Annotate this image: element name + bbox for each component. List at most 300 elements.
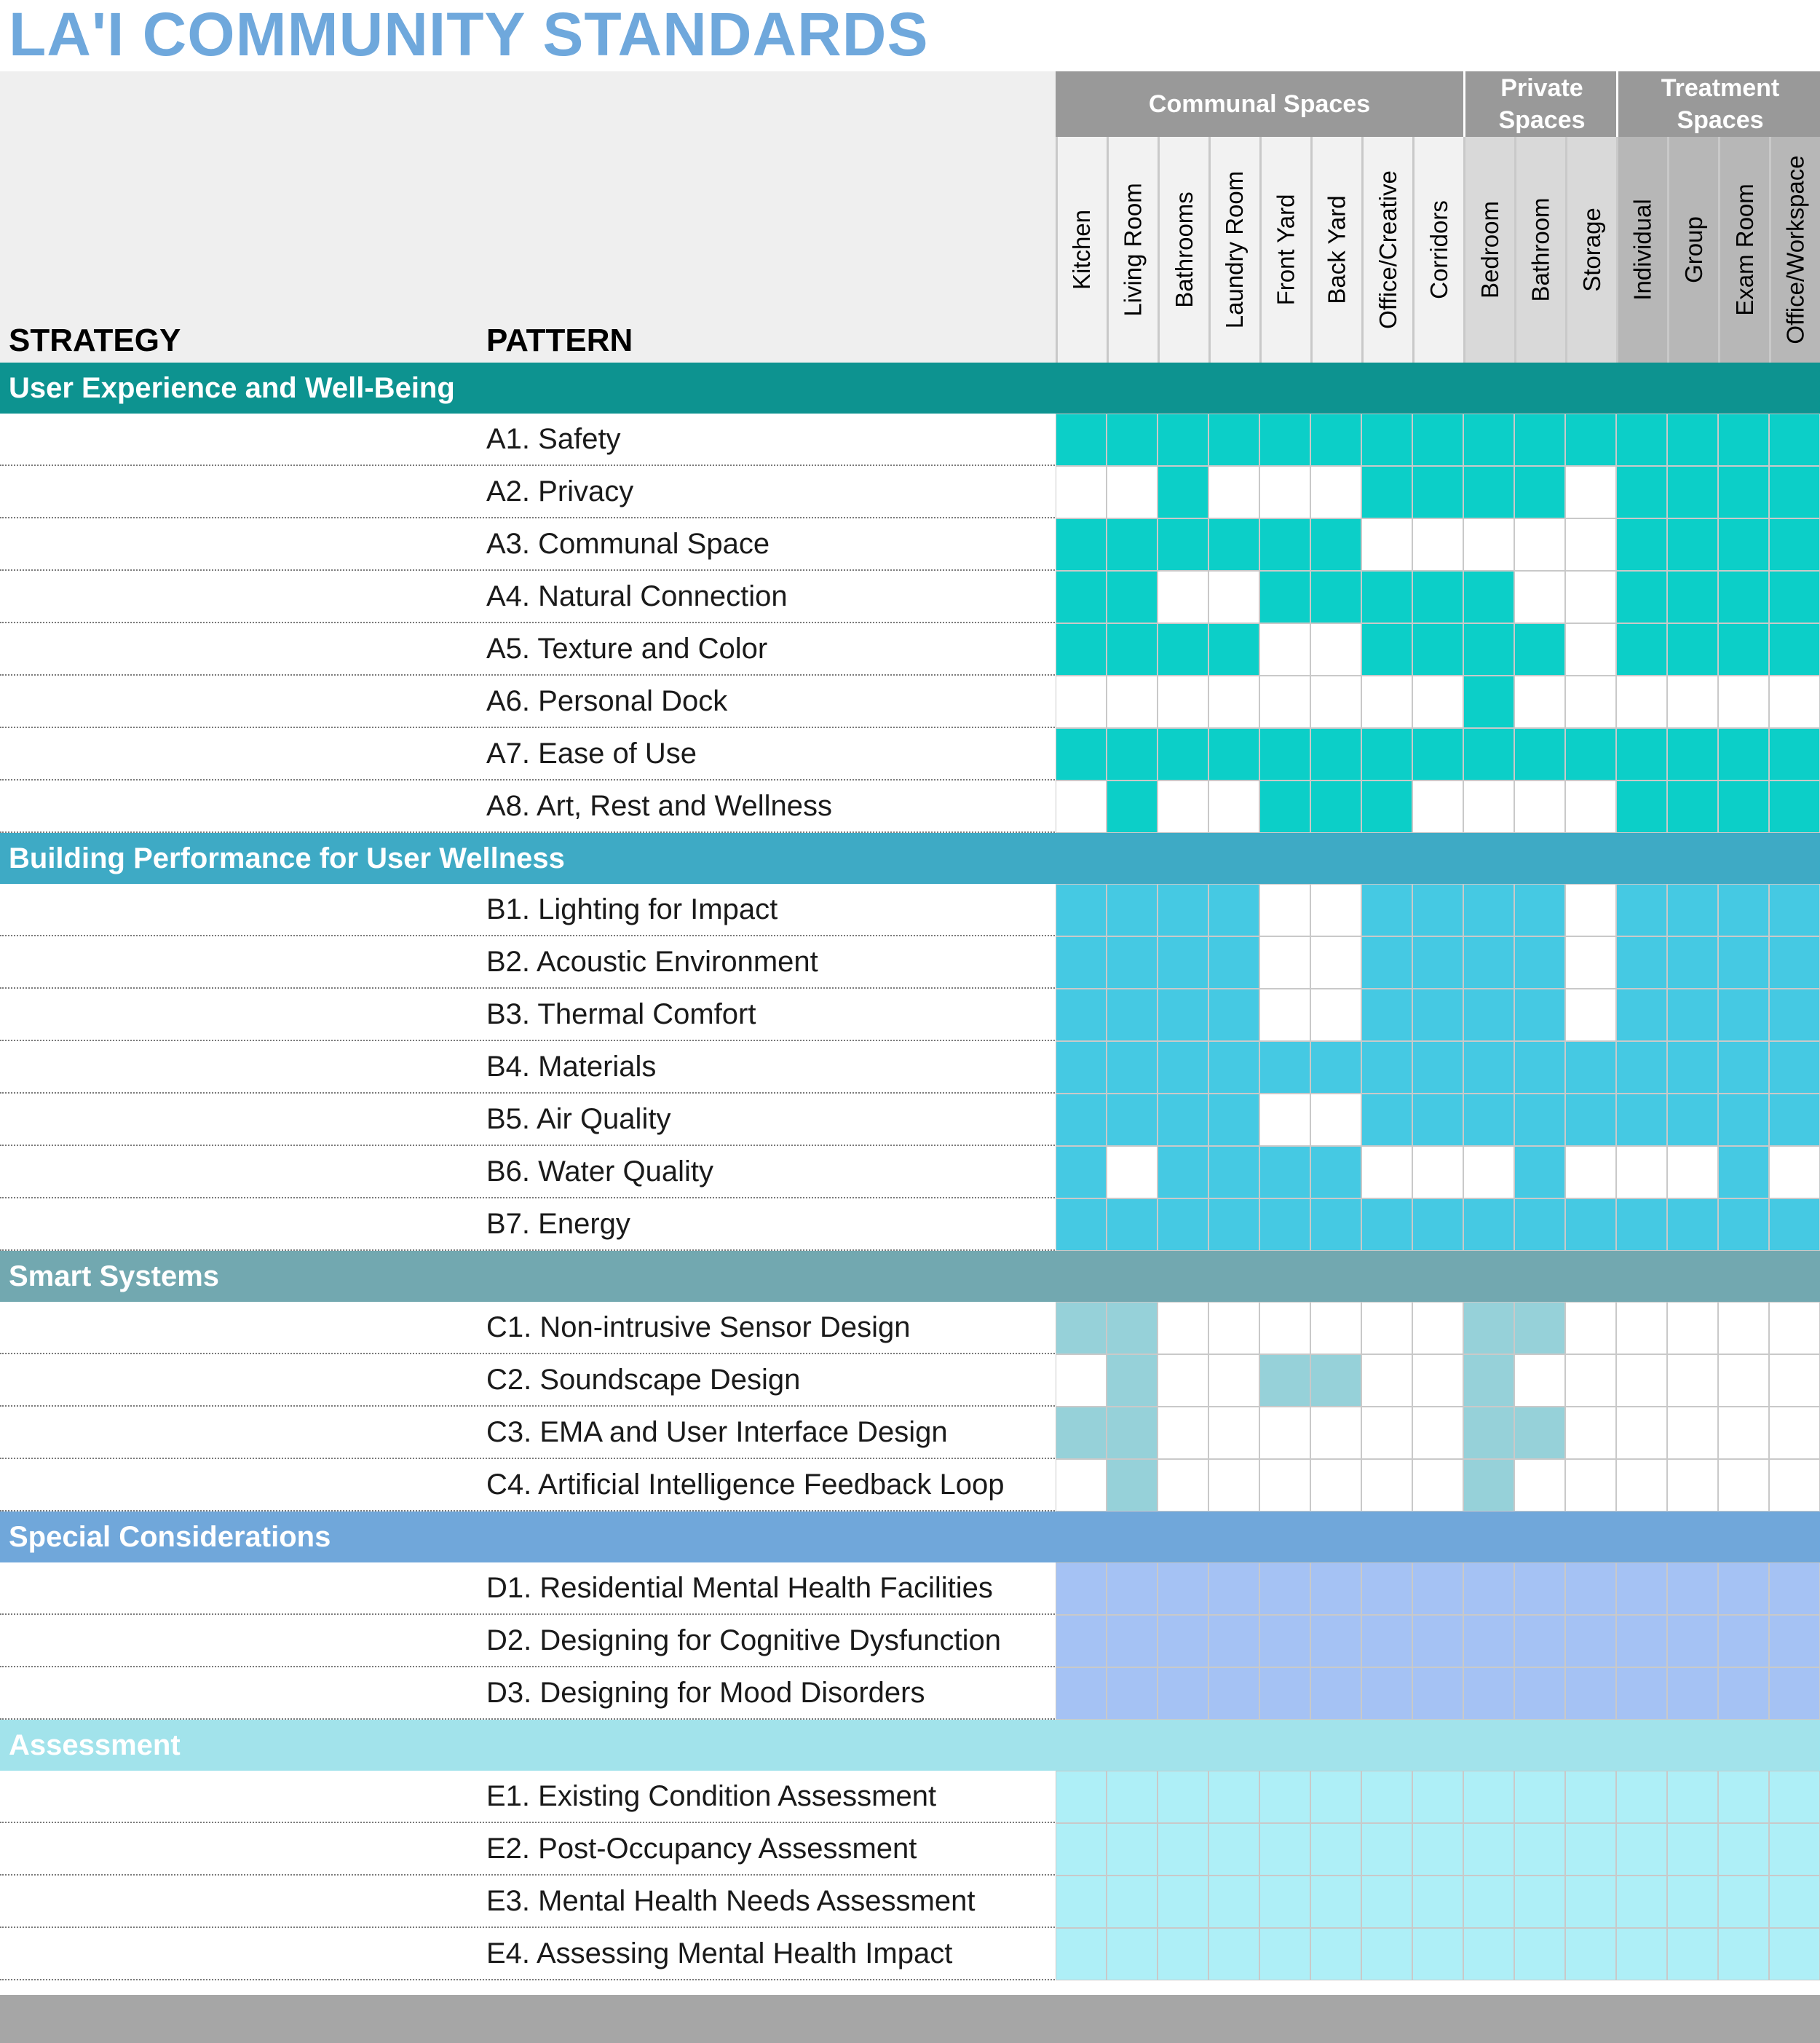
column-header-office-workspace (1769, 137, 1820, 363)
matrix-cell-empty (1259, 1407, 1310, 1459)
matrix-cell-filled (1056, 518, 1107, 571)
matrix-cell-filled (1514, 1146, 1565, 1198)
matrix-cell-filled (1107, 571, 1158, 623)
matrix-cell-filled (1208, 1094, 1259, 1146)
matrix-cell-filled (1769, 518, 1820, 571)
matrix-cell-filled (1616, 1823, 1667, 1876)
matrix-cell-filled (1667, 884, 1718, 936)
matrix-cell-filled (1514, 728, 1565, 781)
matrix-cell-empty (1158, 781, 1208, 833)
matrix-cell-filled (1056, 623, 1107, 676)
matrix-cell-filled (1718, 571, 1769, 623)
matrix-cell-filled (1259, 1928, 1310, 1980)
matrix-cell-filled (1769, 1771, 1820, 1823)
matrix-cell-filled (1107, 1302, 1158, 1354)
matrix-cell-empty (1310, 884, 1361, 936)
matrix-cell-filled (1259, 1041, 1310, 1094)
matrix-cell-filled (1158, 1667, 1208, 1720)
matrix-cell-filled (1361, 1823, 1412, 1876)
matrix-cell-filled (1667, 414, 1718, 466)
matrix-cell-filled (1718, 989, 1769, 1041)
matrix-cell-empty (1718, 1459, 1769, 1511)
matrix-cell-empty (1769, 676, 1820, 728)
column-header-label: Living Room (1119, 183, 1147, 317)
column-header-corridors (1412, 137, 1463, 363)
matrix-cell-empty (1310, 676, 1361, 728)
matrix-cell-empty (1667, 1146, 1718, 1198)
matrix-cell-filled (1412, 1094, 1463, 1146)
column-header-front-yard (1259, 137, 1310, 363)
column-header-group (1667, 137, 1718, 363)
matrix-cell-filled (1514, 1302, 1565, 1354)
matrix-cell-filled (1310, 1771, 1361, 1823)
matrix-cell-filled (1718, 1094, 1769, 1146)
pattern-label: E2. Post-Occupancy Assessment (486, 1832, 917, 1865)
matrix-cell-filled (1158, 1562, 1208, 1615)
matrix-cell-empty (1514, 1459, 1565, 1511)
matrix-cell-filled (1514, 1771, 1565, 1823)
pattern-label: E4. Assessing Mental Health Impact (486, 1937, 953, 1969)
section-header-assessment: Assessment (0, 1720, 1820, 1771)
matrix-cell-empty (1667, 676, 1718, 728)
matrix-cell-filled (1463, 1407, 1514, 1459)
matrix-cell-filled (1667, 1562, 1718, 1615)
matrix-cell-filled (1463, 1615, 1514, 1667)
pattern-label: B7. Energy (486, 1207, 630, 1240)
matrix-cell-filled (1616, 1562, 1667, 1615)
matrix-cell-filled (1514, 1823, 1565, 1876)
matrix-cell-empty (1565, 884, 1616, 936)
matrix-cell-filled (1514, 989, 1565, 1041)
matrix-cell-filled (1361, 1615, 1412, 1667)
column-header-storage (1565, 137, 1616, 363)
matrix-cell-empty (1259, 1302, 1310, 1354)
matrix-cell-filled (1208, 1928, 1259, 1980)
matrix-cell-filled (1616, 623, 1667, 676)
matrix-cell-filled (1107, 1094, 1158, 1146)
matrix-cell-empty (1565, 781, 1616, 833)
matrix-cell-empty (1769, 1407, 1820, 1459)
matrix-cell-empty (1412, 676, 1463, 728)
matrix-cell-filled (1514, 1928, 1565, 1980)
matrix-cell-filled (1769, 623, 1820, 676)
matrix-cell-filled (1107, 728, 1158, 781)
matrix-cell-empty (1107, 1146, 1158, 1198)
matrix-cell-empty (1208, 781, 1259, 833)
matrix-cell-filled (1208, 1615, 1259, 1667)
matrix-cell-empty (1259, 676, 1310, 728)
matrix-cell-filled (1056, 571, 1107, 623)
matrix-cell-filled (1412, 1876, 1463, 1928)
matrix-cell-filled (1056, 1302, 1107, 1354)
column-header-label: Bathrooms (1170, 191, 1198, 308)
column-header-label: Bedroom (1476, 201, 1503, 299)
matrix-cell-filled (1056, 1823, 1107, 1876)
matrix-cell-empty (1056, 1354, 1107, 1407)
pattern-label: A4. Natural Connection (486, 580, 788, 612)
matrix-cell-empty (1718, 1302, 1769, 1354)
matrix-cell-empty (1616, 1302, 1667, 1354)
matrix-cell-filled (1056, 1876, 1107, 1928)
matrix-cell-filled (1514, 1094, 1565, 1146)
matrix-cell-empty (1514, 518, 1565, 571)
matrix-cell-filled (1769, 884, 1820, 936)
page-title: LA'I COMMUNITY STANDARDS (9, 0, 929, 68)
matrix-cell-filled (1208, 414, 1259, 466)
pattern-label: B6. Water Quality (486, 1155, 713, 1188)
matrix-cell-filled (1718, 518, 1769, 571)
matrix-cell-filled (1514, 1876, 1565, 1928)
matrix-cell-filled (1310, 781, 1361, 833)
matrix-cell-filled (1361, 1041, 1412, 1094)
matrix-cell-filled (1158, 1094, 1208, 1146)
matrix-cell-empty (1208, 571, 1259, 623)
section-header-user-experience-and-well-being: User Experience and Well-Being (0, 363, 1820, 414)
column-group-communal-spaces: Communal Spaces (1056, 71, 1463, 137)
matrix-cell-empty (1769, 1146, 1820, 1198)
column-header-label: Back Yard (1323, 195, 1350, 304)
matrix-cell-empty (1310, 989, 1361, 1041)
matrix-cell-empty (1361, 1407, 1412, 1459)
footer-bar (0, 1995, 1820, 2043)
matrix-cell-filled (1208, 989, 1259, 1041)
matrix-cell-filled (1718, 1667, 1769, 1720)
matrix-cell-empty (1259, 936, 1310, 989)
matrix-cell-filled (1361, 1876, 1412, 1928)
matrix-cell-filled (1616, 1771, 1667, 1823)
matrix-cell-filled (1412, 1562, 1463, 1615)
matrix-cell-filled (1412, 884, 1463, 936)
matrix-cell-empty (1565, 1146, 1616, 1198)
matrix-cell-filled (1158, 1198, 1208, 1251)
matrix-cell-filled (1667, 1667, 1718, 1720)
matrix-cell-empty (1056, 466, 1107, 518)
matrix-cell-filled (1259, 1562, 1310, 1615)
matrix-cell-filled (1259, 414, 1310, 466)
pattern-label: B4. Materials (486, 1050, 657, 1083)
pattern-label: A6. Personal Dock (486, 684, 728, 717)
pattern-label: C2. Soundscape Design (486, 1363, 801, 1396)
matrix-cell-empty (1412, 1459, 1463, 1511)
matrix-cell-filled (1259, 1667, 1310, 1720)
matrix-cell-filled (1718, 1823, 1769, 1876)
matrix-cell-filled (1310, 1876, 1361, 1928)
matrix-cell-filled (1616, 414, 1667, 466)
matrix-cell-filled (1769, 466, 1820, 518)
matrix-cell-empty (1514, 676, 1565, 728)
matrix-cell-filled (1769, 1928, 1820, 1980)
matrix-cell-filled (1107, 518, 1158, 571)
matrix-cell-filled (1056, 728, 1107, 781)
matrix-cell-filled (1158, 1928, 1208, 1980)
matrix-cell-empty (1565, 1407, 1616, 1459)
matrix-cell-filled (1565, 1562, 1616, 1615)
pattern-label: C3. EMA and User Interface Design (486, 1415, 948, 1448)
matrix-cell-filled (1463, 1667, 1514, 1720)
matrix-cell-filled (1056, 1667, 1107, 1720)
matrix-cell-filled (1208, 1562, 1259, 1615)
matrix-cell-filled (1463, 1823, 1514, 1876)
section-header-building-performance-for-user-wellness: Building Performance for User Wellness (0, 833, 1820, 884)
matrix-cell-filled (1310, 1562, 1361, 1615)
matrix-cell-filled (1718, 414, 1769, 466)
matrix-cell-filled (1158, 1041, 1208, 1094)
matrix-cell-filled (1463, 1771, 1514, 1823)
matrix-cell-filled (1565, 1876, 1616, 1928)
column-header-label: Office/Workspace (1781, 155, 1809, 344)
matrix-cell-filled (1718, 884, 1769, 936)
matrix-cell-filled (1412, 1615, 1463, 1667)
matrix-cell-empty (1565, 1459, 1616, 1511)
matrix-cell-filled (1107, 884, 1158, 936)
matrix-cell-filled (1310, 1615, 1361, 1667)
matrix-cell-filled (1259, 1354, 1310, 1407)
matrix-cell-filled (1667, 1615, 1718, 1667)
matrix-cell-filled (1463, 676, 1514, 728)
column-header-label: Laundry Room (1221, 170, 1249, 329)
matrix-cell-filled (1718, 1876, 1769, 1928)
matrix-cell-filled (1463, 989, 1514, 1041)
matrix-cell-empty (1361, 1459, 1412, 1511)
pattern-label: B3. Thermal Comfort (486, 997, 756, 1030)
matrix-cell-filled (1769, 1198, 1820, 1251)
column-header-kitchen (1056, 137, 1107, 363)
matrix-cell-filled (1412, 936, 1463, 989)
matrix-cell-filled (1107, 1667, 1158, 1720)
matrix-cell-empty (1769, 1354, 1820, 1407)
matrix-cell-filled (1056, 414, 1107, 466)
matrix-cell-filled (1616, 936, 1667, 989)
pattern-label: A8. Art, Rest and Wellness (486, 789, 833, 822)
matrix-cell-filled (1667, 936, 1718, 989)
matrix-cell-empty (1310, 1459, 1361, 1511)
matrix-cell-filled (1056, 1562, 1107, 1615)
column-header-office-creative (1361, 137, 1412, 363)
matrix-cell-filled (1107, 414, 1158, 466)
matrix-cell-filled (1056, 884, 1107, 936)
matrix-cell-filled (1310, 1146, 1361, 1198)
column-group-treatment-spaces: Treatment Spaces (1616, 71, 1820, 137)
matrix-cell-empty (1565, 1302, 1616, 1354)
matrix-cell-filled (1158, 414, 1208, 466)
matrix-cell-empty (1158, 1459, 1208, 1511)
matrix-cell-filled (1514, 1407, 1565, 1459)
matrix-cell-filled (1412, 571, 1463, 623)
matrix-cell-filled (1056, 989, 1107, 1041)
column-header-living-room (1107, 137, 1158, 363)
matrix-cell-empty (1412, 1407, 1463, 1459)
matrix-cell-filled (1667, 1041, 1718, 1094)
matrix-cell-filled (1056, 936, 1107, 989)
matrix-cell-filled (1412, 1667, 1463, 1720)
matrix-cell-filled (1565, 1771, 1616, 1823)
matrix-cell-filled (1565, 1823, 1616, 1876)
matrix-cell-filled (1107, 936, 1158, 989)
matrix-cell-filled (1158, 1771, 1208, 1823)
matrix-cell-filled (1158, 884, 1208, 936)
matrix-cell-filled (1107, 989, 1158, 1041)
matrix-cell-filled (1361, 571, 1412, 623)
matrix-cell-filled (1056, 1146, 1107, 1198)
matrix-cell-filled (1463, 936, 1514, 989)
matrix-cell-filled (1158, 518, 1208, 571)
matrix-cell-filled (1667, 571, 1718, 623)
matrix-cell-filled (1310, 1667, 1361, 1720)
matrix-cell-filled (1718, 1146, 1769, 1198)
matrix-cell-empty (1718, 1354, 1769, 1407)
matrix-cell-empty (1056, 781, 1107, 833)
matrix-cell-empty (1208, 466, 1259, 518)
matrix-cell-empty (1565, 518, 1616, 571)
matrix-cell-empty (1463, 1146, 1514, 1198)
matrix-cell-empty (1107, 676, 1158, 728)
pattern-label: A1. Safety (486, 422, 621, 455)
column-header-label: Corridors (1425, 200, 1452, 299)
column-header-label: Office/Creative (1374, 170, 1401, 329)
pattern-label: A7. Ease of Use (486, 737, 697, 770)
matrix-cell-filled (1769, 728, 1820, 781)
matrix-cell-empty (1056, 1459, 1107, 1511)
matrix-cell-filled (1412, 1041, 1463, 1094)
matrix-cell-filled (1616, 1041, 1667, 1094)
matrix-cell-filled (1769, 1876, 1820, 1928)
column-header-bathroom (1514, 137, 1565, 363)
matrix-cell-filled (1361, 1094, 1412, 1146)
matrix-cell-filled (1667, 989, 1718, 1041)
matrix-cell-filled (1107, 1041, 1158, 1094)
matrix-cell-filled (1463, 728, 1514, 781)
matrix-cell-empty (1361, 1146, 1412, 1198)
pattern-label: E1. Existing Condition Assessment (486, 1779, 937, 1812)
matrix-cell-filled (1514, 1562, 1565, 1615)
matrix-cell-empty (1565, 571, 1616, 623)
matrix-cell-empty (1565, 623, 1616, 676)
pattern-label: B5. Air Quality (486, 1102, 671, 1135)
matrix-cell-empty (1208, 676, 1259, 728)
matrix-cell-empty (1310, 1094, 1361, 1146)
matrix-cell-filled (1056, 1041, 1107, 1094)
matrix-cell-empty (1565, 936, 1616, 989)
matrix-cell-empty (1412, 518, 1463, 571)
matrix-cell-filled (1361, 728, 1412, 781)
matrix-cell-filled (1565, 1615, 1616, 1667)
matrix-cell-filled (1107, 1459, 1158, 1511)
matrix-cell-filled (1667, 1198, 1718, 1251)
matrix-cell-filled (1259, 1615, 1310, 1667)
matrix-cell-filled (1361, 1928, 1412, 1980)
matrix-cell-empty (1412, 781, 1463, 833)
matrix-cell-empty (1718, 1407, 1769, 1459)
matrix-cell-filled (1107, 781, 1158, 833)
matrix-cell-empty (1259, 1459, 1310, 1511)
matrix-cell-filled (1718, 781, 1769, 833)
matrix-cell-filled (1208, 1041, 1259, 1094)
pattern-label: A5. Texture and Color (486, 632, 768, 665)
matrix-cell-filled (1463, 1094, 1514, 1146)
column-header-label: Exam Room (1730, 183, 1758, 316)
matrix-cell-filled (1463, 1876, 1514, 1928)
matrix-cell-empty (1259, 623, 1310, 676)
matrix-cell-filled (1769, 1041, 1820, 1094)
matrix-cell-filled (1565, 1928, 1616, 1980)
matrix-cell-filled (1208, 1146, 1259, 1198)
matrix-cell-empty (1361, 518, 1412, 571)
matrix-cell-empty (1310, 1407, 1361, 1459)
matrix-cell-filled (1514, 623, 1565, 676)
pattern-label: E3. Mental Health Needs Assessment (486, 1884, 976, 1917)
matrix-cell-empty (1158, 1407, 1208, 1459)
matrix-cell-empty (1208, 1407, 1259, 1459)
matrix-cell-filled (1667, 623, 1718, 676)
column-group-private-spaces: Private Spaces (1463, 71, 1618, 137)
column-header-label: Kitchen (1068, 209, 1096, 291)
matrix-cell-filled (1667, 1771, 1718, 1823)
matrix-cell-filled (1310, 728, 1361, 781)
column-header-label: Bathroom (1527, 197, 1554, 302)
matrix-cell-filled (1616, 781, 1667, 833)
matrix-cell-filled (1616, 1615, 1667, 1667)
matrix-cell-empty (1616, 1407, 1667, 1459)
matrix-cell-filled (1259, 728, 1310, 781)
matrix-cell-filled (1361, 466, 1412, 518)
matrix-cell-filled (1667, 781, 1718, 833)
matrix-cell-filled (1565, 1667, 1616, 1720)
matrix-cell-filled (1259, 1823, 1310, 1876)
matrix-cell-filled (1361, 884, 1412, 936)
matrix-cell-filled (1616, 989, 1667, 1041)
matrix-cell-filled (1769, 414, 1820, 466)
matrix-cell-filled (1259, 1771, 1310, 1823)
matrix-cell-filled (1208, 884, 1259, 936)
matrix-cell-filled (1107, 1407, 1158, 1459)
matrix-cell-filled (1718, 466, 1769, 518)
matrix-cell-filled (1107, 1928, 1158, 1980)
matrix-cell-filled (1463, 1198, 1514, 1251)
matrix-cell-filled (1259, 571, 1310, 623)
matrix-cell-filled (1667, 728, 1718, 781)
matrix-cell-empty (1514, 1354, 1565, 1407)
matrix-cell-filled (1769, 1094, 1820, 1146)
matrix-cell-filled (1769, 571, 1820, 623)
matrix-cell-filled (1107, 1771, 1158, 1823)
matrix-cell-filled (1361, 1198, 1412, 1251)
matrix-cell-empty (1616, 1146, 1667, 1198)
matrix-cell-filled (1361, 1667, 1412, 1720)
matrix-cell-filled (1667, 1876, 1718, 1928)
matrix-cell-filled (1056, 1198, 1107, 1251)
matrix-cell-filled (1463, 1302, 1514, 1354)
matrix-cell-empty (1616, 1459, 1667, 1511)
pattern-label: B1. Lighting for Impact (486, 893, 778, 925)
column-header-bathrooms (1158, 137, 1208, 363)
matrix-cell-empty (1259, 1094, 1310, 1146)
matrix-cell-empty (1208, 1459, 1259, 1511)
matrix-cell-filled (1158, 1876, 1208, 1928)
matrix-cell-filled (1616, 466, 1667, 518)
matrix-cell-filled (1158, 1823, 1208, 1876)
matrix-cell-filled (1463, 1041, 1514, 1094)
matrix-cell-empty (1667, 1407, 1718, 1459)
matrix-cell-filled (1412, 989, 1463, 1041)
matrix-cell-filled (1412, 466, 1463, 518)
matrix-cell-filled (1310, 1823, 1361, 1876)
matrix-cell-filled (1769, 1615, 1820, 1667)
matrix-cell-filled (1056, 1407, 1107, 1459)
matrix-cell-filled (1463, 1562, 1514, 1615)
matrix-cell-empty (1361, 1354, 1412, 1407)
matrix-cell-filled (1208, 623, 1259, 676)
matrix-cell-empty (1361, 1302, 1412, 1354)
